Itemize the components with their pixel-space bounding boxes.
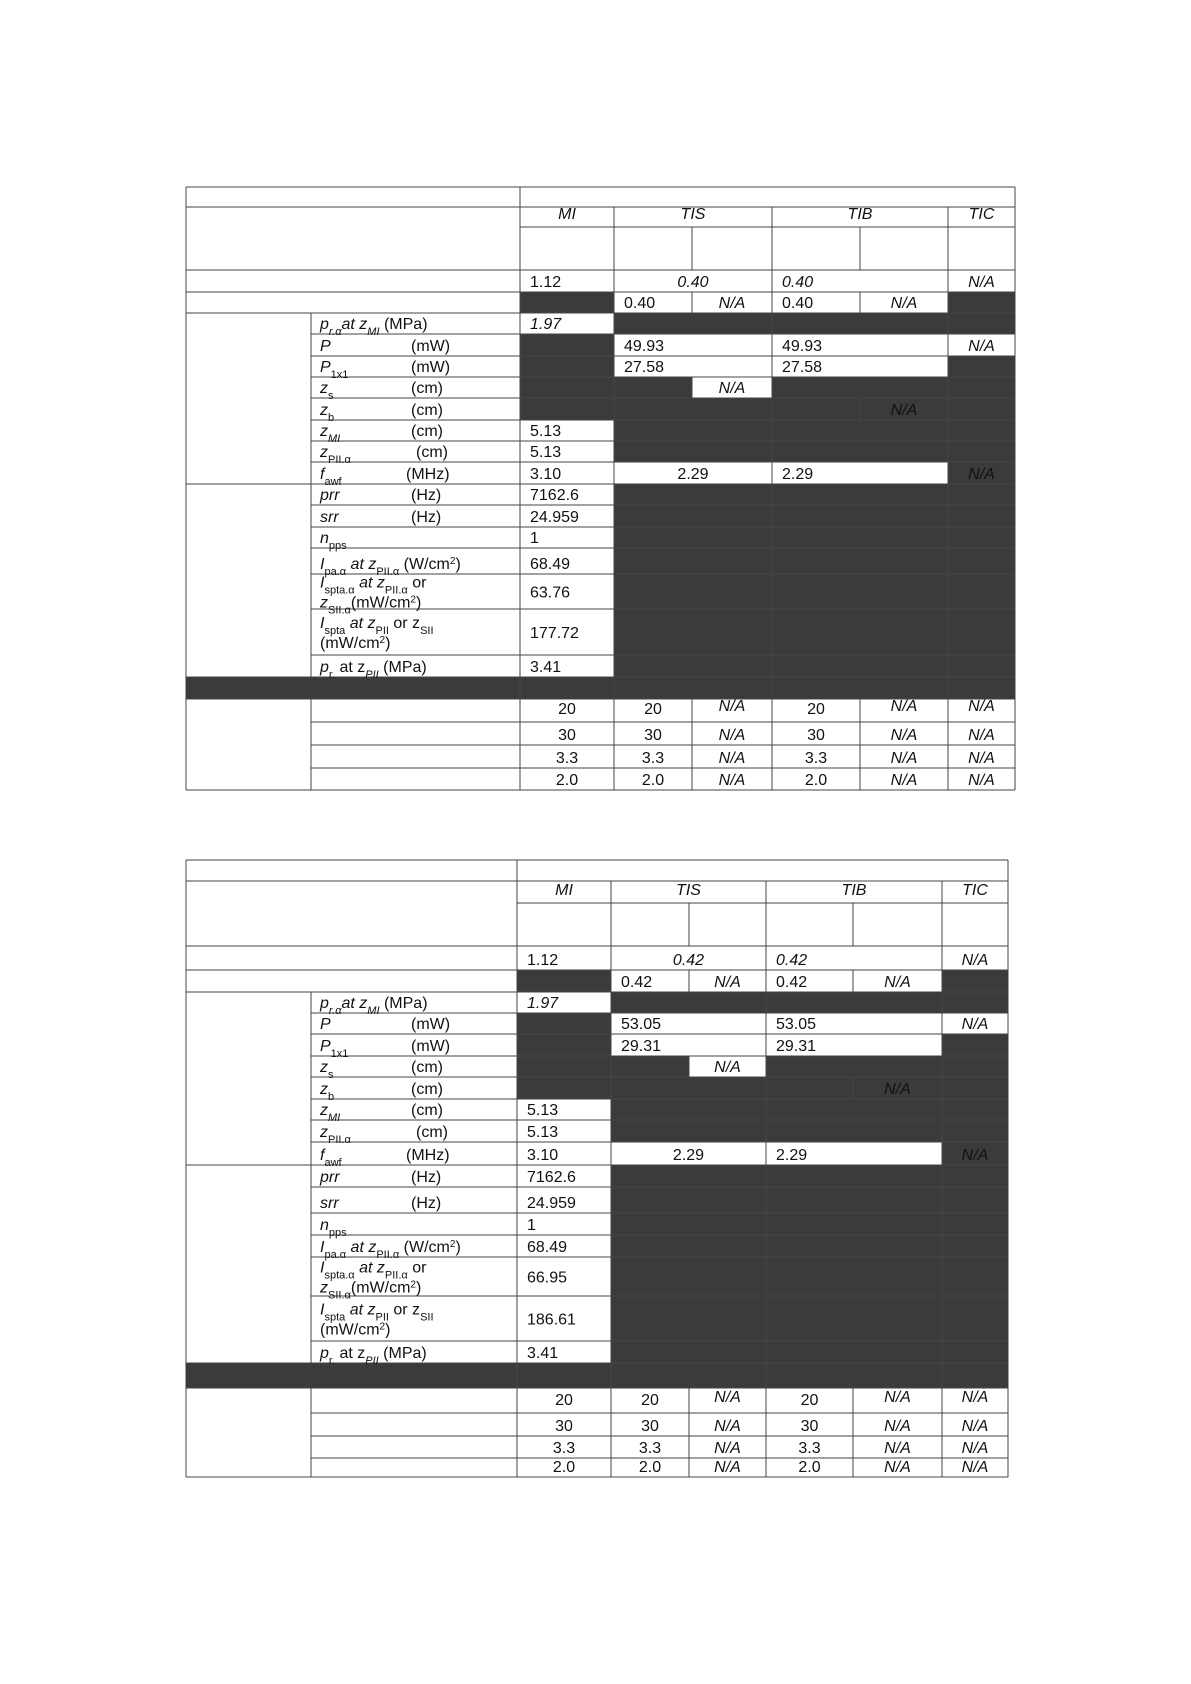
control-mi-value: 3.3 — [552, 1440, 576, 1457]
tib-scan-value: 0.40 — [782, 295, 814, 312]
max-index-tis: 0.42 — [672, 952, 705, 969]
tib-nonscan-value: N/A — [884, 974, 911, 991]
cell-shade — [614, 377, 692, 398]
param-P1x1: $P_{1x1}$ — [320, 359, 349, 381]
control-tic-value: N/A — [968, 750, 995, 767]
fawf-tib-value: 2.29 — [782, 466, 814, 483]
control-tic-value: N/A — [961, 1418, 989, 1435]
pr-mi-value: 1.97 — [530, 316, 562, 333]
unit-mhz: (MHz) — [406, 466, 450, 483]
cell-shade — [520, 292, 614, 313]
param-ispta: $I_{spta}$ at $z_{PII}$ or $z_{SII}$ — [320, 615, 434, 637]
control-mi-value: 30 — [558, 727, 576, 744]
header-tis: TIS — [680, 206, 706, 223]
header-tic: TIC — [968, 206, 995, 223]
param-pr-zpii: $p_{r.}$ at $z_{PII}$ (MPa) — [320, 659, 427, 681]
control-mi-value: 30 — [555, 1418, 573, 1435]
cell-shade — [614, 313, 1015, 334]
param-ispta: $I_{spta}$ at $z_{PII}$ or $z_{SII}$ — [320, 1301, 434, 1324]
param-npps: $n_{pps}$ — [320, 1217, 347, 1239]
npps-value: 1 — [530, 530, 539, 547]
zb-value: N/A — [884, 1081, 911, 1098]
control-tis-nonscan-value: N/A — [718, 750, 746, 767]
control-tib-scan-value: 30 — [800, 1418, 819, 1435]
cell-shade — [766, 1056, 942, 1077]
max-index-tis: 0.40 — [677, 274, 709, 291]
param-zs: $z_s$ — [320, 1059, 334, 1081]
param-fawf: $f_{awf}$ — [320, 466, 342, 488]
cell-shade — [611, 1077, 766, 1099]
param-pr-zpii: $p_{r.}$ at $z_{PII}$ (MPa) — [320, 1345, 427, 1367]
param-zpii: $z_{PII.\alpha}$ — [320, 1124, 351, 1146]
P1x1-tib-value: 29.31 — [776, 1038, 817, 1055]
param-P: P — [320, 338, 331, 355]
control-tib-nonscan-value: N/A — [890, 698, 918, 715]
param-fawf: $f_{awf}$ — [320, 1147, 342, 1169]
ispta-value: 177.72 — [530, 625, 579, 642]
control-tis-nonscan-value: N/A — [718, 698, 746, 715]
tib-nonscan-value: N/A — [890, 295, 918, 312]
param-zmi: $z_{MI}$ — [320, 1102, 341, 1124]
param-pr-mi: $p_{r.\alpha}at$ $z_{MI}$ (MPa) — [320, 995, 428, 1017]
control-tic-value: N/A — [968, 698, 995, 715]
header-mi: MI — [555, 882, 573, 899]
param-zmi: $z_{MI}$ — [320, 423, 341, 445]
control-tis-scan-value: 3.3 — [641, 750, 665, 767]
P-tib-value: 53.05 — [776, 1016, 817, 1033]
cell-shade — [942, 970, 1008, 992]
P1x1-tib-value: 27.58 — [782, 359, 823, 376]
unit-mw: (mW) — [411, 1016, 451, 1033]
control-tis-scan-value: 20 — [641, 1392, 659, 1409]
P-tic-value: N/A — [961, 1016, 989, 1033]
param-P: P — [320, 1016, 331, 1033]
header-tib: TIB — [841, 882, 867, 899]
control-tis-scan-value: 3.3 — [638, 1440, 662, 1457]
param-pr-mi: $p_{r.\alpha}at$ $z_{MI}$ (MPa) — [320, 316, 428, 338]
control-tib-nonscan-value: N/A — [890, 727, 918, 744]
control-tib-nonscan-value: N/A — [884, 1389, 911, 1406]
control-mi-value: 20 — [555, 1392, 573, 1409]
param-npps: $n_{pps}$ — [320, 530, 347, 552]
P-tic-value: N/A — [968, 338, 995, 355]
prr-value: 7162.6 — [530, 487, 579, 504]
unit-mhz: (MHz) — [406, 1147, 450, 1164]
control-tis-scan-value: 2.0 — [641, 772, 665, 789]
control-tis-scan-value: 2.0 — [638, 1459, 662, 1476]
ipa-value: 68.49 — [527, 1239, 568, 1256]
control-tis-scan-value: 30 — [641, 1418, 659, 1435]
npps-value: 1 — [527, 1217, 536, 1234]
control-tic-value: N/A — [961, 1389, 989, 1406]
max-index-tic: N/A — [961, 952, 989, 969]
control-tib-nonscan-value: N/A — [890, 772, 918, 789]
max-index-mi: 1.12 — [530, 274, 562, 291]
header-mi: MI — [558, 206, 576, 223]
pr-mi-value: 1.97 — [527, 995, 559, 1012]
tis-scan-value: 0.40 — [624, 295, 656, 312]
cell-shade — [517, 970, 611, 992]
param-prr: prr — [320, 1169, 340, 1186]
unit-mw: (mW) — [411, 1038, 451, 1055]
fawf-tic-value: N/A — [961, 1147, 989, 1164]
zmi-value: 5.13 — [527, 1102, 559, 1119]
control-tib-nonscan-value: N/A — [884, 1440, 911, 1457]
max-index-mi: 1.12 — [527, 952, 559, 969]
zmi-value: 5.13 — [530, 423, 562, 440]
control-mi-value: 2.0 — [555, 772, 579, 789]
control-tis-nonscan-value: N/A — [714, 1418, 741, 1435]
control-tib-scan-value: 30 — [807, 727, 825, 744]
ipa-value: 68.49 — [530, 556, 571, 573]
tis-scan-value: 0.42 — [621, 974, 653, 991]
pr-zpii-value: 3.41 — [530, 659, 562, 676]
P1x1-tis-value: 27.58 — [624, 359, 665, 376]
ispta-alpha-value: 63.76 — [530, 584, 571, 602]
param-ipa: $I_{pa.\alpha}$ at $z_{PII.\alpha}$ $(W/cm^2)$ — [320, 555, 461, 578]
fawf-tib-value: 2.29 — [776, 1147, 808, 1164]
control-mi-value: 20 — [558, 701, 576, 718]
control-tis-scan-value: 20 — [644, 701, 662, 718]
control-tis-nonscan-value: N/A — [714, 1440, 741, 1457]
fawf-mi-value: 3.10 — [530, 466, 562, 483]
max-index-tib: 0.40 — [782, 274, 814, 291]
section-band — [186, 677, 1015, 699]
unit-hz: (Hz) — [411, 1195, 442, 1212]
ispta-alpha-value: 66.95 — [527, 1269, 568, 1287]
unit-mw: (mW) — [411, 338, 451, 355]
control-tib-scan-value: 2.0 — [798, 1459, 821, 1476]
cell-shade — [611, 992, 1008, 1013]
param-ispta-2: $(mW/cm^2)$ — [320, 634, 391, 652]
param-zb: $z_b$ — [320, 1081, 335, 1103]
control-tib-scan-value: 2.0 — [804, 772, 828, 789]
zb-value: N/A — [890, 402, 918, 419]
fawf-tis-value: 2.29 — [672, 1147, 705, 1164]
param-ispta-alpha-2: $z_{SII.\alpha}(mW/cm^2)$ — [320, 594, 422, 617]
unit-cm: (cm) — [416, 444, 448, 461]
P1x1-tis-value: 29.31 — [621, 1038, 662, 1055]
param-srr: srr — [320, 1195, 339, 1212]
tis-nonscan-value: N/A — [714, 974, 741, 991]
control-tib-scan-value: 20 — [807, 701, 825, 718]
control-tis-nonscan-value: N/A — [714, 1389, 741, 1406]
unit-mw: (mW) — [411, 359, 451, 376]
param-zb: $z_b$ — [320, 402, 335, 424]
fawf-tic-value: N/A — [968, 466, 995, 483]
control-mi-value: 2.0 — [552, 1459, 576, 1476]
control-tib-nonscan-value: N/A — [890, 750, 918, 767]
control-tis-nonscan-value: N/A — [718, 772, 746, 789]
zpii-value: 5.13 — [527, 1124, 559, 1141]
srr-value: 24.959 — [530, 509, 579, 526]
unit-cm: (cm) — [411, 380, 443, 397]
pr-zpii-value: 3.41 — [527, 1345, 559, 1362]
unit-cm: (cm) — [411, 1059, 443, 1076]
section-band — [186, 1363, 1008, 1388]
max-index-tic: N/A — [968, 274, 995, 291]
header-tic: TIC — [962, 882, 988, 899]
control-tic-value: N/A — [961, 1459, 989, 1476]
zs-value: N/A — [718, 380, 746, 397]
ispta-value: 186.61 — [527, 1311, 576, 1329]
control-tis-scan-value: 30 — [644, 727, 662, 744]
zs-value: N/A — [714, 1059, 741, 1076]
cell-shade — [772, 377, 948, 398]
control-tib-nonscan-value: N/A — [884, 1459, 911, 1476]
unit-cm: (cm) — [411, 423, 443, 440]
control-tic-value: N/A — [968, 772, 995, 789]
prr-value: 7162.6 — [527, 1169, 576, 1186]
control-tis-nonscan-value: N/A — [718, 727, 746, 744]
header-tis: TIS — [676, 882, 701, 899]
tib-scan-value: 0.42 — [776, 974, 808, 991]
cell-shade — [614, 398, 772, 420]
cell-shade — [611, 1056, 689, 1077]
unit-hz: (Hz) — [411, 487, 442, 504]
unit-cm: (cm) — [411, 1102, 443, 1119]
zpii-value: 5.13 — [530, 444, 562, 461]
P-tib-value: 49.93 — [782, 338, 823, 355]
control-tic-value: N/A — [968, 727, 995, 744]
cell-shade — [611, 1165, 1008, 1363]
control-tib-scan-value: 3.3 — [804, 750, 828, 767]
unit-cm: (cm) — [411, 1081, 443, 1098]
tis-nonscan-value: N/A — [718, 295, 746, 312]
param-ipa: $I_{pa.\alpha}$ at $z_{PII.\alpha}$ $(W/cm^2)$ — [320, 1238, 461, 1261]
control-tib-scan-value: 3.3 — [798, 1440, 821, 1457]
control-tic-value: N/A — [961, 1440, 989, 1457]
max-index-tib: 0.42 — [776, 952, 808, 969]
cell-shade — [948, 292, 1015, 313]
param-ispta-alpha-2: $z_{SII.\alpha}(mW/cm^2)$ — [320, 1279, 422, 1302]
P-tis-value: 53.05 — [621, 1016, 662, 1033]
control-tis-nonscan-value: N/A — [714, 1459, 741, 1476]
control-mi-value: 3.3 — [555, 750, 579, 767]
control-tib-scan-value: 20 — [800, 1392, 819, 1409]
unit-hz: (Hz) — [411, 1169, 442, 1186]
control-tib-nonscan-value: N/A — [884, 1418, 911, 1435]
param-P1x1: $P_{1x1}$ — [320, 1038, 349, 1060]
param-ispta-alpha: $I_{spta.\alpha}$ at $z_{PII.\alpha}$ or — [320, 1259, 427, 1282]
srr-value: 24.959 — [527, 1195, 576, 1212]
cell-shade — [614, 484, 1015, 677]
param-ispta-alpha: $I_{spta.\alpha}$ at $z_{PII.\alpha}$ or — [320, 574, 427, 597]
fawf-mi-value: 3.10 — [527, 1147, 559, 1164]
param-ispta-2: $(mW/cm^2)$ — [320, 1321, 391, 1339]
param-prr: prr — [320, 487, 340, 504]
P-tis-value: 49.93 — [624, 338, 665, 355]
param-zpii: $z_{PII.\alpha}$ — [320, 444, 351, 466]
header-tib: TIB — [847, 206, 873, 223]
unit-hz: (Hz) — [411, 509, 442, 526]
unit-cm: (cm) — [411, 402, 443, 419]
unit-cm: (cm) — [416, 1124, 448, 1141]
fawf-tis-value: 2.29 — [677, 466, 709, 483]
param-zs: $z_s$ — [320, 380, 334, 402]
param-srr: srr — [320, 509, 339, 526]
